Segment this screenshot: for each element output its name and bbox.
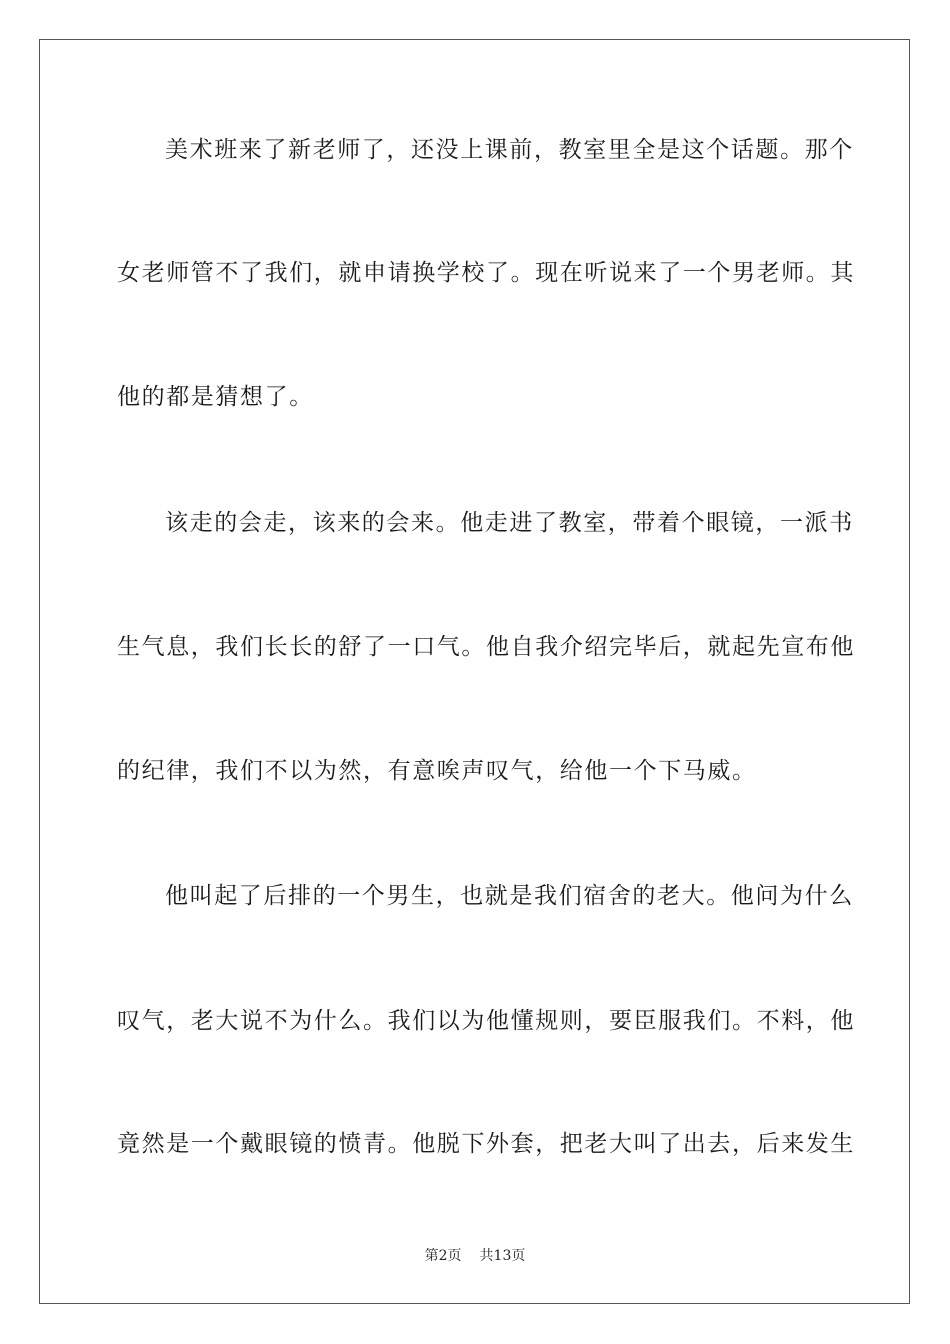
page-footer: [0, 1247, 950, 1265]
paragraph-1-line-1: 美术班来了新老师了，还没上课前，教室里全是这个话题。那个: [165, 137, 854, 163]
paragraph-3-line-1: 他叫起了后排的一个男生，也就是我们宿舍的老大。他问为什么: [165, 883, 854, 909]
paragraph-3-line-2: 叹气，老大说不为什么。我们以为他懂规则，要臣服我们。不料，他: [117, 1008, 855, 1034]
paragraph-2-line-2: 生气息，我们长长的舒了一口气。他自我介绍完毕后，就起先宣布他: [117, 634, 855, 660]
paragraph-3-line-3: 竟然是一个戴眼镜的愤青。他脱下外套，把老大叫了出去，后来发生: [117, 1131, 855, 1157]
page-number: 第2页: [424, 1248, 462, 1264]
paragraph-2-line-1: 该走的会走，该来的会来。他走进了教室，带着个眼镜，一派书: [165, 510, 854, 536]
paragraph-2-line-3: 的纪律，我们不以为然，有意唉声叹气，给他一个下马威。: [117, 758, 757, 784]
page-border: [39, 39, 910, 1304]
total-pages: 共13页: [479, 1248, 526, 1264]
paragraph-1-line-3: 他的都是猜想了。: [117, 384, 314, 410]
paragraph-1-line-2: 女老师管不了我们，就申请换学校了。现在听说来了一个男老师。其: [117, 260, 855, 286]
